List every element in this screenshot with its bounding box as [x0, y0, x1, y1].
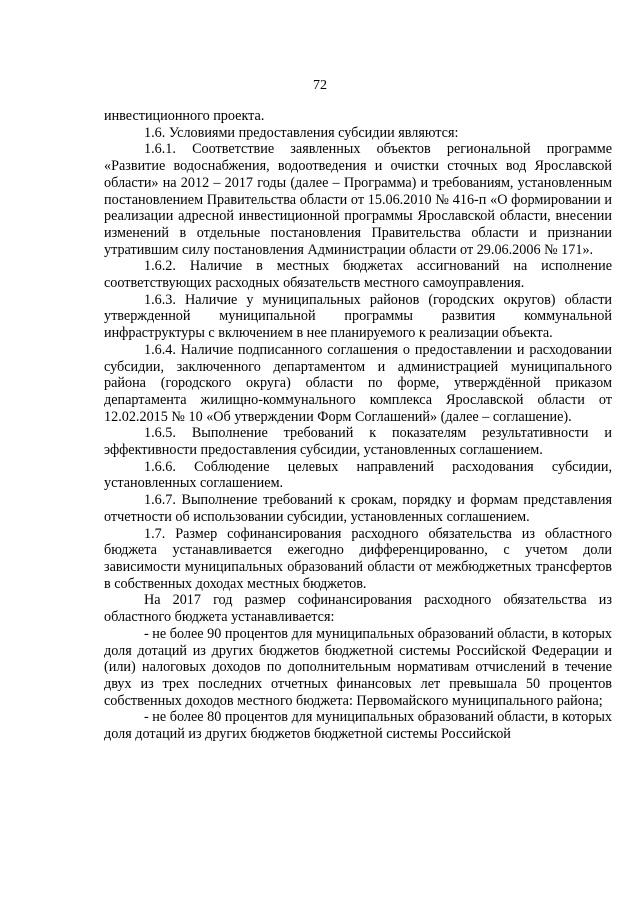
list-item-90-percent: - не более 90 процентов для муниципальных образований области, в которых доля дотаций из других бюджетов бюджетной системы Российской Федерации и (или) налоговых доходов по дополнительным нормативам отчислений в течение двух из трех последних отчетных финансовых лет превышала 50 процентов собственных доходов местного бюджета: Первомайского муниципального района; [104, 625, 612, 709]
paragraph-1-6-7: 1.6.7. Выполнение требований к срокам, порядку и формам представления отчетности об использовании субсидии, установленных соглашением. [104, 492, 612, 525]
paragraph-1-7: 1.7. Размер софинансирования расходного обязательства из областного бюджета устанавливается ежегодно дифференцированно, с учетом доли зависимости муниципальных образований области от межбюджетных трансфертов в собственных доходах местных бюджетов. [104, 525, 612, 592]
document-body [104, 108, 612, 743]
paragraph-1-6-5: 1.6.5. Выполнение требований к показателям результативности и эффективности предоставления субсидии, установленных соглашением. [104, 425, 612, 459]
paragraph-2017-intro: На 2017 год размер софинансирования расходного обязательства из областного бюджета устанавливается: [104, 592, 612, 626]
list-item-80-percent: - не более 80 процентов для муниципальных образований области, в которых доля дотаций из других бюджетов бюджетной системы Российской [104, 709, 612, 743]
paragraph-1-6-4: 1.6.4. Наличие подписанного соглашения о предоставлении и расходовании субсидии, заключенного департаментом и администрацией муниципального района (городского округа) области по форме, утверждённой приказом департамента жилищно-коммунального комплекса Ярославской области от 12.02.2015 № 10 «Об утверждении Форм Соглашений» (далее – соглашение). [104, 341, 612, 425]
page-number: 72 [313, 78, 327, 93]
paragraph-continuation: инвестиционного проекта. [104, 108, 265, 124]
paragraph-1-6-6: 1.6.6. Соблюдение целевых направлений расходования субсидии, установленных соглашением. [104, 458, 612, 492]
paragraph-1-6-3: 1.6.3. Наличие у муниципальных районов (городских округов) области утвержденной муниципальной программы развития коммунальной инфраструктуры с включением в нее планируемого к реализации объекта. [104, 291, 612, 342]
paragraph-1-6: 1.6. Условиями предоставления субсидии являются: [144, 124, 459, 141]
paragraph-1-6-1: 1.6.1. Соответствие заявленных объектов региональной программе «Развитие водоснабжения, водоотведения и очистки сточных вод Ярославской области» на 2012 – 2017 годы (далее – Программа) и требованиям, установленным постановлением Правительства области от 15.06.2010 № 416-п «О формировании и реализации адресной инвестиционной программы Ярославской области, внесении изменений в отдельные постановления Правительства области и признании утратившим силу постановления Администрации области от 29.06.2006 № 171». [104, 141, 612, 258]
paragraph-1-6-2: 1.6.2. Наличие в местных бюджетах ассигнований на исполнение соответствующих расходных обязательств местного самоуправления. [104, 258, 612, 292]
